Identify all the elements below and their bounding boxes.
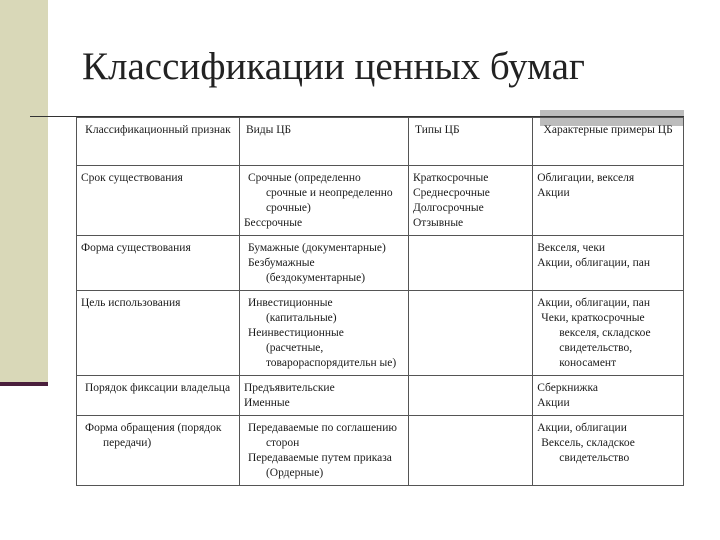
header-types: Типы ЦБ — [409, 118, 533, 166]
cell-examples — [533, 166, 684, 236]
page-title: Классификации ценных бумаг — [82, 45, 585, 88]
cell-types — [409, 166, 533, 236]
cell-kinds — [239, 416, 408, 486]
cell-types — [409, 291, 533, 376]
header-criterion: Классификационный признак — [77, 118, 240, 166]
kind-item: Передаваемые путем приказа (Ордерные) — [247, 452, 392, 479]
example-item: Акции, облигации — [537, 422, 627, 434]
cell-examples — [533, 376, 684, 416]
cell-criterion: Срок существования — [77, 166, 240, 236]
table-row — [77, 291, 684, 376]
example-item: Векселя, чеки — [537, 242, 606, 254]
header-kinds: Виды ЦБ — [239, 118, 408, 166]
table-row — [77, 166, 684, 236]
type-item: Долгосрочные — [413, 202, 484, 214]
left-accent-bar — [0, 0, 48, 384]
criterion-text: Форма обращения (порядок передачи) — [85, 422, 222, 449]
kind-item: Предъявительские — [243, 382, 335, 394]
cell-types — [409, 416, 533, 486]
table-row — [77, 416, 684, 486]
example-item: Сберкнижка — [537, 382, 598, 394]
cell-kinds — [239, 291, 408, 376]
cell-types — [409, 236, 533, 291]
classification-table — [76, 117, 684, 486]
kind-item: Инвестиционные (капитальные) — [247, 297, 337, 324]
table-row — [77, 236, 684, 291]
example-item: Вексель, складское свидетельство — [541, 437, 635, 464]
example-item: Акции — [537, 397, 570, 409]
left-accent-line — [0, 382, 48, 386]
cell-criterion: Цель использования — [77, 291, 240, 376]
cell-types — [409, 376, 533, 416]
cell-kinds — [239, 166, 408, 236]
type-item: Отзывные — [413, 217, 464, 229]
cell-criterion: Форма существования — [77, 236, 240, 291]
cell-examples — [533, 236, 684, 291]
example-item: Акции — [537, 187, 570, 199]
cell-criterion — [77, 416, 240, 486]
kind-item: Безбумажные (бездокументарные) — [247, 257, 366, 284]
kind-item: Бумажные (документарные) — [247, 242, 386, 254]
example-item: Акции, облигации, пан — [537, 257, 651, 269]
kind-item: Бессрочные — [243, 217, 303, 229]
kind-item: Неинвестиционные (расчетные, товарораспорядительн ые) — [247, 327, 397, 369]
example-item: Акции, облигации, пан — [537, 297, 651, 309]
table-header-row — [77, 118, 684, 166]
kind-item: Передаваемые по соглашению сторон — [247, 422, 397, 449]
cell-kinds — [239, 376, 408, 416]
cell-criterion — [77, 376, 240, 416]
table-row — [77, 376, 684, 416]
type-item: Краткосрочные — [413, 172, 489, 184]
example-item: Чеки, краткосрочные векселя, складское свидетельство, коносамент — [541, 312, 651, 369]
kind-item: Именные — [243, 397, 290, 409]
cell-kinds — [239, 236, 408, 291]
kind-item: Срочные (определенно срочные и неопределенно срочные) — [247, 172, 393, 214]
cell-examples — [533, 291, 684, 376]
criterion-text: Порядок фиксации владельца — [85, 382, 231, 394]
type-item: Среднесрочные — [413, 187, 490, 199]
cell-examples — [533, 416, 684, 486]
example-item: Облигации, векселя — [537, 172, 635, 184]
header-examples: Характерные примеры ЦБ — [533, 118, 684, 166]
